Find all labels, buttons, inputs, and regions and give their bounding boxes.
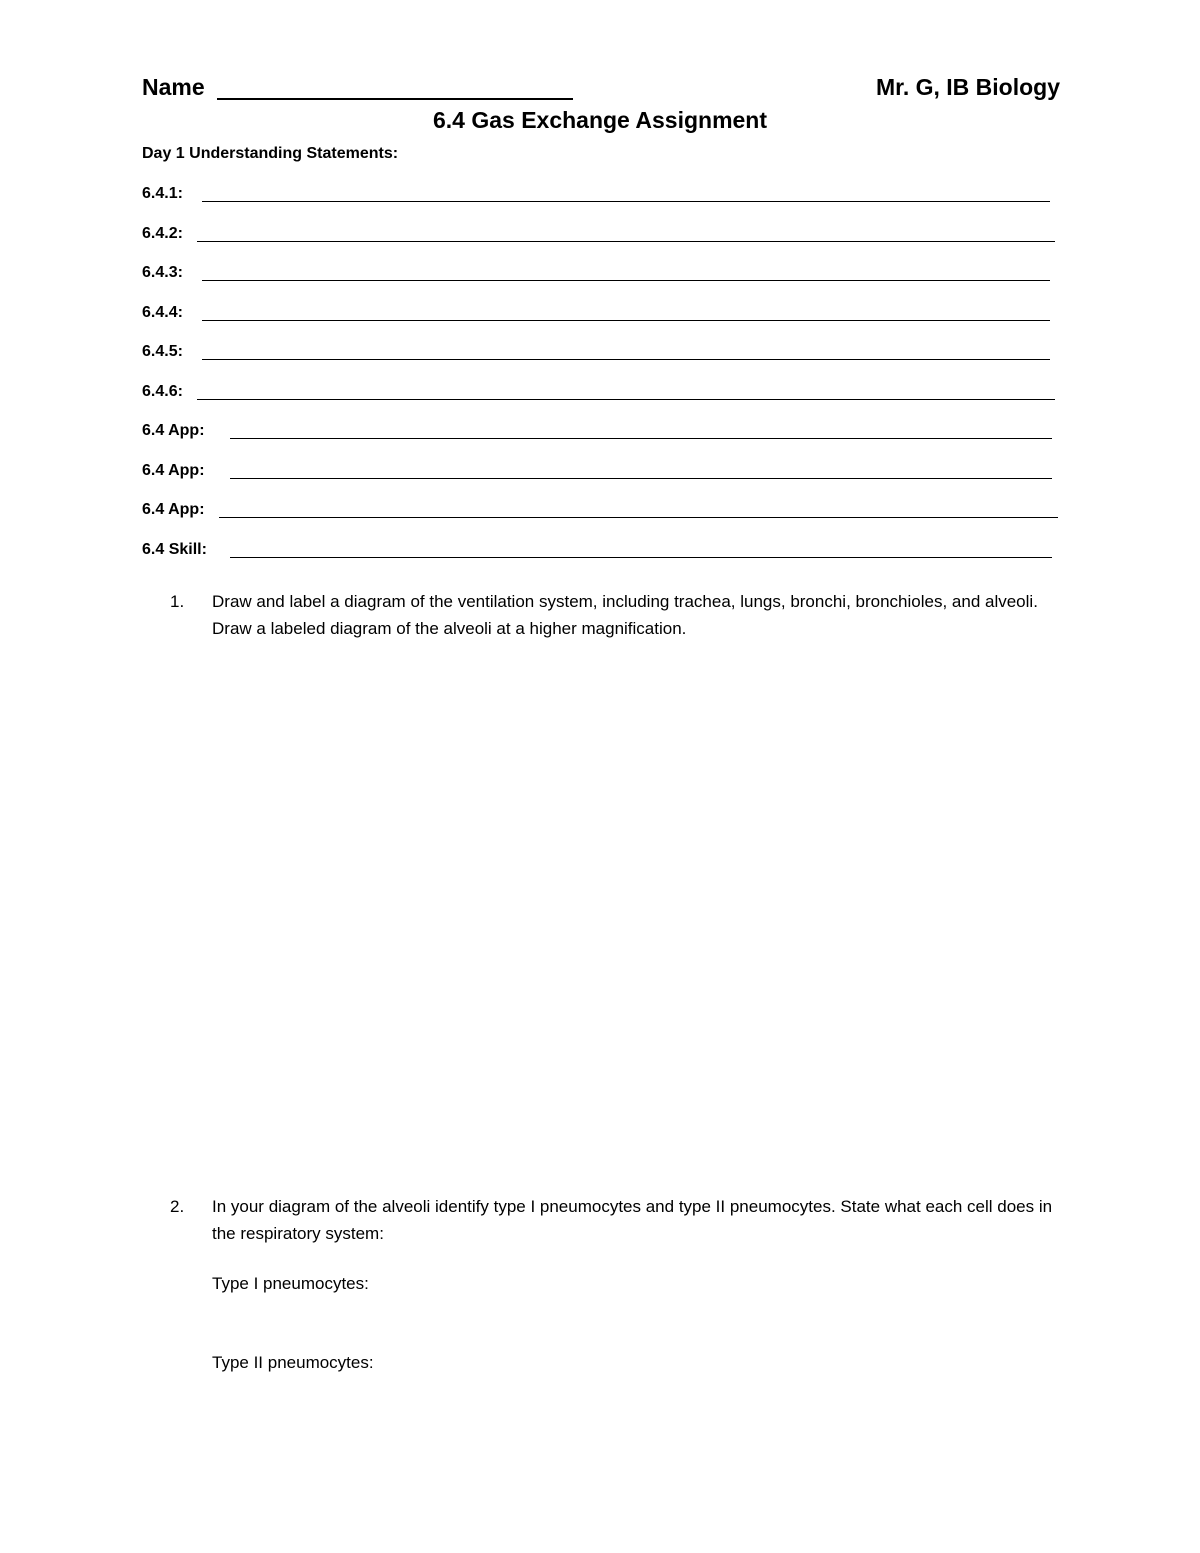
- statement-label: 6.4 Skill:: [142, 540, 207, 558]
- drawing-area[interactable]: [142, 655, 1060, 1175]
- answer-blank-line[interactable]: [202, 320, 1050, 321]
- worksheet-header: [142, 72, 1060, 106]
- statement-row: [142, 499, 1062, 539]
- answer-blank-line[interactable]: [202, 201, 1050, 202]
- statement-row: [142, 460, 1062, 500]
- answer-blank-line[interactable]: [202, 280, 1050, 281]
- statement-label: 6.4 App:: [142, 461, 205, 479]
- statement-row: [142, 262, 1062, 302]
- answer-blank-line[interactable]: [197, 241, 1055, 242]
- worksheet-title: 6.4 Gas Exchange Assignment: [432, 107, 768, 133]
- statement-label: 6.4.1:: [142, 185, 183, 202]
- statement-row: [142, 381, 1062, 421]
- question-text: Draw and label a diagram of the ventilation system, including trachea, lungs, bronchi, bronchioles, and alveoli. Draw a labeled diagram of the alveoli at a higher magnification.: [212, 592, 1038, 638]
- question-number: 2.: [170, 1197, 185, 1216]
- statement-label: 6.4 App:: [142, 501, 205, 518]
- teacher-course-label: Mr. G, IB Biology: [875, 74, 1060, 100]
- question-2: [170, 1193, 1060, 1249]
- question-number: 1.: [170, 592, 185, 611]
- statement-row: [142, 420, 1062, 460]
- statement-label: 6.4 App:: [142, 422, 205, 439]
- section-heading: Day 1 Understanding Statements:: [142, 145, 399, 162]
- statement-row: [142, 183, 1062, 223]
- statement-row: [142, 539, 1062, 579]
- name-label: Name: [142, 74, 205, 100]
- statement-label: 6.4.2:: [142, 224, 183, 242]
- name-blank-line[interactable]: [217, 98, 573, 100]
- answer-blank-line[interactable]: [219, 517, 1058, 518]
- answer-blank-line[interactable]: [230, 478, 1052, 479]
- type-2-pneumocytes-label: Type II pneumocytes:: [212, 1353, 374, 1372]
- answer-blank-line[interactable]: [230, 557, 1052, 558]
- answer-blank-line[interactable]: [230, 438, 1052, 439]
- statement-label: 6.4.4:: [142, 303, 183, 321]
- statement-label: 6.4.6:: [142, 382, 183, 400]
- type-1-pneumocytes-label: Type I pneumocytes:: [212, 1274, 369, 1293]
- statement-row: [142, 302, 1062, 342]
- statement-row: [142, 223, 1062, 263]
- question-1: [170, 588, 1060, 644]
- statement-row: [142, 341, 1062, 381]
- statement-label: 6.4.5:: [142, 343, 183, 360]
- statement-label: 6.4.3:: [142, 264, 183, 281]
- question-text: In your diagram of the alveoli identify type I pneumocytes and type II pneumocytes. State what each cell does in the respiratory system:: [212, 1197, 1053, 1243]
- answer-blank-line[interactable]: [202, 359, 1050, 360]
- understanding-statements-list: [142, 183, 1062, 578]
- answer-blank-line[interactable]: [197, 399, 1055, 400]
